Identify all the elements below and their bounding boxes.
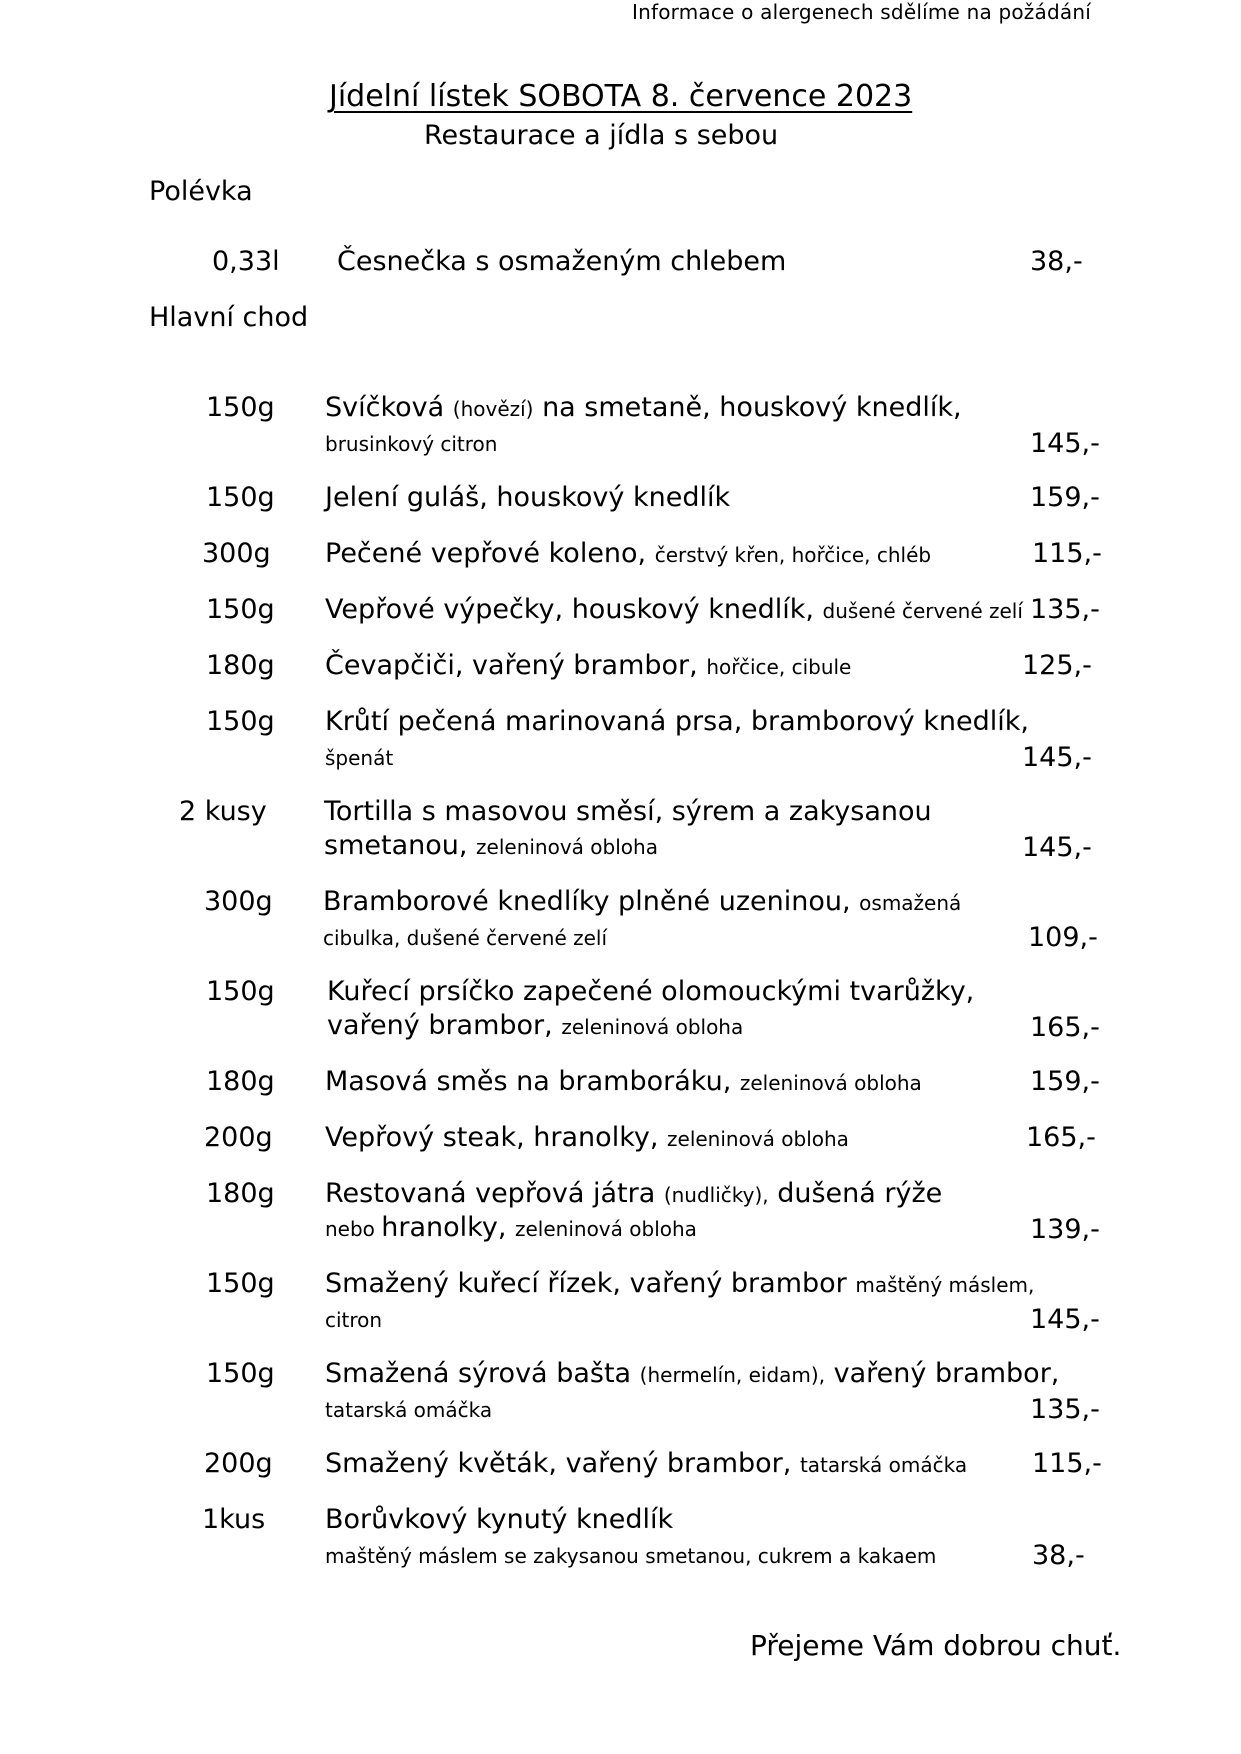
menu-item-name-main: Kuřecí prsíčko zapečené olomouckými tvarůžky, bbox=[327, 976, 975, 1007]
menu-item-price: 145,- bbox=[1022, 742, 1092, 773]
menu-item-name-main: Krůtí pečená marinovaná prsa, bramborový knedlík, bbox=[325, 706, 1029, 737]
menu-item-name-cont: smetanou, bbox=[324, 830, 477, 861]
menu-item-name-main: Vepřové výpečky, houskový knedlík, bbox=[325, 594, 823, 625]
menu-item-name-main: Bramborové knedlíky plněné uzeninou, bbox=[323, 886, 860, 917]
menu-item-name-main: Tortilla s masovou směsí, sýrem a zakysanou bbox=[324, 796, 932, 827]
menu-item-name bbox=[323, 886, 961, 917]
menu-item-note: dušené červené zelí bbox=[822, 599, 1023, 623]
menu-item-note: čerstvý křen, hořčice, chléb bbox=[654, 543, 932, 567]
menu-item-note: cibulka, dušené červené zelí bbox=[323, 926, 608, 950]
section-soup-heading: Polévka bbox=[149, 176, 253, 207]
menu-item-weight: 200g bbox=[204, 1122, 273, 1153]
menu-item-price: 115,- bbox=[1032, 538, 1102, 569]
menu-item-note: zeleninová obloha bbox=[476, 835, 658, 859]
menu-item-weight: 150g bbox=[206, 706, 275, 737]
menu-item-weight: 2 kusy bbox=[179, 796, 267, 827]
menu-item-weight: 1kus bbox=[202, 1504, 266, 1535]
menu-item-note: maštěný máslem se zakysanou smetanou, cukrem a kakaem bbox=[325, 1544, 937, 1568]
menu-item-name-main: Čevapčiči, vařený brambor, bbox=[325, 650, 707, 681]
page-title: Jídelní lístek SOBOTA 8. července 2023 bbox=[329, 79, 913, 114]
menu-item-note: tatarská omáčka bbox=[799, 1453, 968, 1477]
menu-item-note: (hermelín, eidam), bbox=[639, 1363, 826, 1387]
menu-item-weight: 180g bbox=[206, 650, 275, 681]
menu-item-second-line bbox=[325, 1398, 492, 1422]
menu-item-name-main: Jelení guláš, houskový knedlík bbox=[325, 482, 731, 513]
menu-item-note: tatarská omáčka bbox=[325, 1398, 493, 1422]
menu-item-name bbox=[325, 1066, 922, 1097]
menu-item-second-line bbox=[323, 926, 607, 950]
menu-item-name-main: Vepřový steak, hranolky, bbox=[325, 1122, 668, 1153]
menu-item-name bbox=[327, 976, 974, 1007]
allergen-note: Informace o alergenech sdělíme na požádání bbox=[632, 0, 1091, 24]
menu-item-price: 135,- bbox=[1030, 594, 1100, 625]
menu-item-name bbox=[325, 1448, 967, 1479]
menu-item-name bbox=[325, 538, 931, 569]
menu-item-weight: 150g bbox=[206, 482, 275, 513]
menu-item-name-cont: vařený brambor, bbox=[327, 1010, 562, 1041]
menu-item-name-main: Svíčková bbox=[325, 392, 453, 423]
menu-item-name-main: Borůvkový kynutý knedlík bbox=[325, 1504, 674, 1535]
menu-item-note: hořčice, cibule bbox=[706, 655, 852, 679]
menu-item-note: (nudličky), bbox=[663, 1183, 769, 1207]
menu-item-note: brusinkový citron bbox=[325, 432, 498, 456]
menu-item-name-main: Masová směs na bramboráku, bbox=[325, 1066, 740, 1097]
menu-item-weight: 180g bbox=[206, 1066, 275, 1097]
menu-item-name-main: Smažený květák, vařený brambor, bbox=[325, 1448, 800, 1479]
section-main-heading: Hlavní chod bbox=[149, 302, 309, 333]
soup-price: 38,- bbox=[1030, 246, 1083, 277]
menu-item-note: zeleninová obloha bbox=[739, 1071, 922, 1095]
menu-item-name-main: Smažená sýrová bašta bbox=[325, 1358, 640, 1389]
menu-item-weight: 300g bbox=[204, 886, 273, 917]
menu-item-price: 159,- bbox=[1030, 482, 1100, 513]
soup-weight: 0,33l bbox=[212, 246, 280, 277]
closing-text: Přejeme Vám dobrou chuť. bbox=[750, 1629, 1122, 1662]
menu-item-price: 165,- bbox=[1026, 1122, 1096, 1153]
menu-item-price: 145,- bbox=[1030, 428, 1100, 459]
menu-item-price: 145,- bbox=[1022, 832, 1092, 863]
menu-item-name bbox=[325, 1178, 942, 1209]
menu-item-price: 139,- bbox=[1030, 1214, 1100, 1245]
menu-item-weight: 150g bbox=[206, 594, 275, 625]
menu-item-second-line bbox=[325, 1544, 936, 1568]
menu-item-price: 38,- bbox=[1032, 1540, 1085, 1571]
menu-item-name bbox=[325, 1358, 1059, 1389]
menu-item-weight: 150g bbox=[206, 1268, 275, 1299]
menu-item-name-cont: dušená rýže bbox=[768, 1178, 943, 1209]
menu-item-name bbox=[325, 1122, 849, 1153]
menu-item-name bbox=[325, 706, 1029, 737]
menu-item-name-main: Pečené vepřové koleno, bbox=[325, 538, 655, 569]
menu-item-name-main: Restovaná vepřová játra bbox=[325, 1178, 664, 1209]
menu-item-weight: 180g bbox=[206, 1178, 275, 1209]
menu-item-price: 135,- bbox=[1030, 1394, 1100, 1425]
menu-item-name bbox=[324, 796, 932, 827]
page-subtitle: Restaurace a jídla s sebou bbox=[424, 120, 779, 151]
menu-item-note: špenát bbox=[325, 746, 394, 770]
menu-item-name-cont: hranolky, bbox=[381, 1212, 515, 1243]
menu-item-second-line bbox=[325, 1308, 382, 1332]
menu-item-note: (hovězí) bbox=[452, 397, 534, 421]
menu-item-name bbox=[325, 1504, 673, 1535]
menu-item-note: osmažená bbox=[859, 891, 962, 915]
menu-item-name bbox=[325, 392, 962, 423]
menu-item-name-main: Smažený kuřecí řízek, vařený brambor bbox=[325, 1268, 856, 1299]
menu-item-second-line bbox=[325, 746, 393, 770]
menu-item-weight: 150g bbox=[206, 1358, 275, 1389]
menu-item-weight: 150g bbox=[206, 392, 275, 423]
menu-item-name-cont: vařený brambor, bbox=[825, 1358, 1060, 1389]
soup-name: Česnečka s osmaženým chlebem bbox=[337, 246, 787, 277]
menu-item-second-line bbox=[325, 432, 497, 456]
menu-item-weight: 200g bbox=[204, 1448, 273, 1479]
menu-item-price: 115,- bbox=[1032, 1448, 1102, 1479]
menu-item-second-line bbox=[325, 1212, 697, 1243]
menu-item-note: zeleninová obloha bbox=[667, 1127, 849, 1151]
menu-item-weight: 150g bbox=[206, 976, 275, 1007]
menu-item-note: zeleninová obloha bbox=[515, 1217, 697, 1241]
menu-item-second-line bbox=[324, 830, 658, 861]
menu-item-name bbox=[325, 482, 730, 513]
menu-item-price: 165,- bbox=[1030, 1012, 1100, 1043]
menu-item-name bbox=[325, 1268, 1034, 1299]
menu-item-weight: 300g bbox=[202, 538, 271, 569]
menu-item-note: maštěný máslem, bbox=[855, 1273, 1035, 1297]
menu-item-price: 125,- bbox=[1022, 650, 1092, 681]
menu-item-name bbox=[325, 594, 1023, 625]
menu-item-name bbox=[325, 650, 851, 681]
menu-item-price: 159,- bbox=[1030, 1066, 1100, 1097]
menu-item-price: 109,- bbox=[1028, 922, 1098, 953]
menu-item-second-line bbox=[327, 1010, 743, 1041]
menu-item-note: nebo bbox=[325, 1217, 382, 1241]
menu-item-name-cont: na smetaně, houskový knedlík, bbox=[533, 392, 962, 423]
menu-item-price: 145,- bbox=[1030, 1304, 1100, 1335]
menu-item-note: zeleninová obloha bbox=[561, 1015, 744, 1039]
menu-item-note: citron bbox=[325, 1308, 383, 1332]
